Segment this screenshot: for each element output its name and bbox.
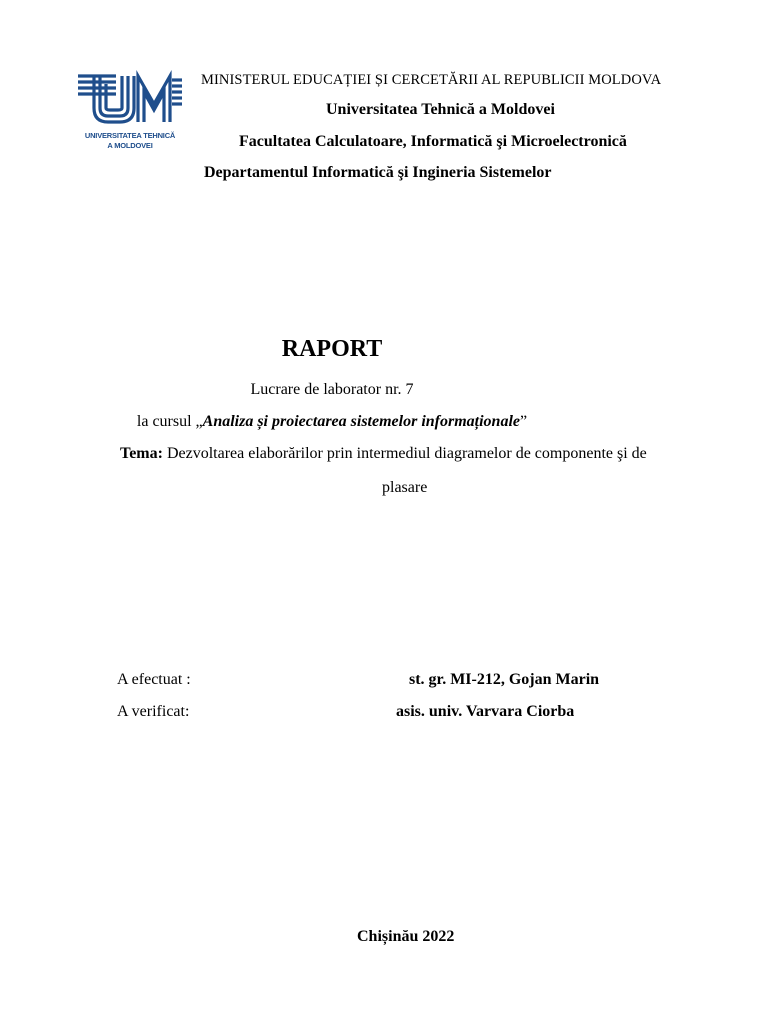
theme-text: Dezvoltarea elaborărilor prin intermediul diagramelor de componente şi de xyxy=(162,445,647,462)
verified-by-label: A verificat: xyxy=(117,703,190,720)
theme-text-continuation: plasare xyxy=(382,479,428,496)
report-title: RAPORT xyxy=(281,336,383,362)
lab-number-line: Lucrare de laborator nr. 7 xyxy=(250,381,414,398)
course-name: Analiza și proiectarea sistemelor informaționale xyxy=(202,413,520,430)
theme-line xyxy=(120,445,647,463)
place-year-footer: Chișinău 2022 xyxy=(357,928,455,945)
course-suffix: ” xyxy=(520,413,528,430)
university-heading: Universitatea Tehnică a Moldovei xyxy=(326,101,555,118)
theme-label: Tema: xyxy=(120,445,163,462)
verified-by-value: asis. univ. Varvara Ciorba xyxy=(396,703,575,720)
ministry-heading: MINISTERUL EDUCAȚIEI ȘI CERCETĂRII AL REPUBLICII MOLDOVA xyxy=(201,72,662,88)
department-heading: Departamentul Informatică şi Ingineria Sistemelor xyxy=(204,164,552,181)
logo-caption-line-2: A MOLDOVEI xyxy=(107,141,153,150)
university-logo-caption xyxy=(76,131,184,151)
utm-logo-mark xyxy=(76,70,184,130)
logo-caption-line-1: UNIVERSITATEA TEHNICĂ xyxy=(84,131,176,140)
course-prefix: la cursul „ xyxy=(136,413,203,430)
faculty-heading: Facultatea Calculatoare, Informatică şi Microelectronică xyxy=(239,133,627,150)
performed-by-label: A efectuat : xyxy=(117,671,191,688)
course-line xyxy=(0,413,716,431)
performed-by-value: st. gr. MI-212, Gojan Marin xyxy=(409,671,600,688)
